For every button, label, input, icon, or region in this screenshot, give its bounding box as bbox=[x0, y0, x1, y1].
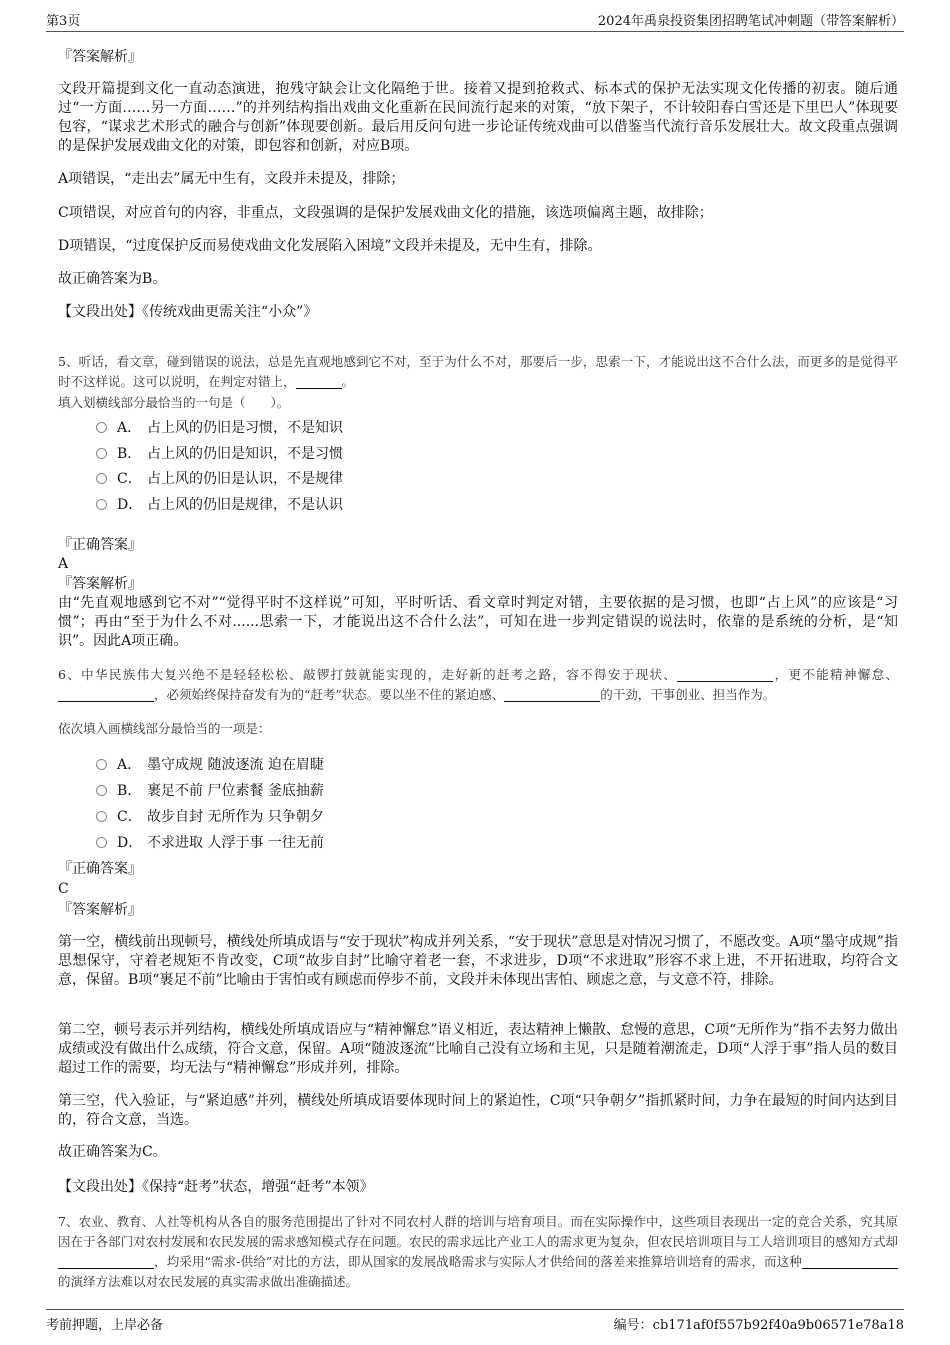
radio-icon[interactable] bbox=[96, 448, 107, 459]
option-letter: A． bbox=[117, 757, 142, 773]
option-text: 占上风的仍旧是认识，不是规律 bbox=[147, 471, 343, 487]
option-letter: C． bbox=[117, 809, 142, 825]
footer-divider bbox=[46, 1309, 904, 1310]
q6-option-c[interactable] bbox=[96, 806, 324, 826]
q6-option-d[interactable] bbox=[96, 832, 324, 852]
radio-icon[interactable] bbox=[96, 811, 107, 822]
radio-icon[interactable] bbox=[96, 759, 107, 770]
question-6-text: 6、中华民族伟大复兴绝不是轻轻松松、敲锣打鼓就能实现的，走好新的赶考之路，容不得安于现状、 bbox=[58, 667, 678, 682]
radio-icon[interactable] bbox=[96, 473, 107, 484]
question-7-text-3: 的演绎方法难以对农民发展的真实需求做出准确描述。 bbox=[58, 1274, 359, 1289]
question-6-text-3: ，必须始终保持奋发有为的“赶考”状态。要以坐不住的紧迫感、 bbox=[154, 687, 505, 702]
analysis-paragraph: 由“先直观地感到它不对”“觉得平时不这样说”可知，平时听话、看文章时判定对错，主要依据的是习惯，也即“占上风”的应该是“习惯”；再由“至于为什么不对......思索一下，才能说出这不合什么法”，可知在进一步判定错误的说法时，依靠的是系统的分析，是“知识”。因此A项正确。 bbox=[58, 595, 898, 649]
option-text: 墨守成规 随波逐流 迫在眉睫 bbox=[147, 757, 324, 773]
fill-blank bbox=[296, 374, 342, 389]
analysis-option-a: A项错误，“走出去”属无中生有，文段并未提及，排除； bbox=[58, 171, 405, 187]
radio-icon[interactable] bbox=[96, 785, 107, 796]
analysis-option-c: C项错误，对应首句的内容，非重点，文段强调的是保护发展戏曲文化的措施，该选项偏离主题，故排除； bbox=[58, 205, 713, 221]
page-number: 第3页 bbox=[46, 14, 81, 29]
analysis-option-d: D项错误，“过度保护反而易使戏曲文化发展陷入困境”文段并未提及，无中生有，排除。 bbox=[58, 238, 602, 254]
correct-answer-statement: 故正确答案为B。 bbox=[58, 271, 167, 287]
correct-answer-value: A bbox=[58, 556, 69, 572]
question-6-stem bbox=[58, 665, 898, 705]
q5-option-d[interactable] bbox=[96, 494, 343, 514]
fill-blank bbox=[58, 687, 154, 702]
answer-analysis-heading: 『答案解析』 bbox=[58, 49, 142, 65]
fill-blank bbox=[677, 667, 773, 682]
question-6-text-2: ，更不能精神懈怠、 bbox=[773, 667, 898, 682]
question-5-stem bbox=[58, 352, 898, 392]
option-letter: D． bbox=[117, 835, 143, 851]
option-letter: B． bbox=[117, 783, 142, 799]
fill-blank bbox=[802, 1254, 898, 1269]
option-letter: A． bbox=[117, 420, 142, 436]
option-text: 占上风的仍旧是规律，不是认识 bbox=[147, 497, 343, 513]
passage-source: 【文段出处】《保持“赶考”状态，增强“赶考”本领》 bbox=[58, 1179, 374, 1195]
option-letter: C． bbox=[117, 471, 142, 487]
document-id: 编号：cb171af0f557b92f40a9b06571e78a18 bbox=[613, 1318, 904, 1333]
q6-option-b[interactable] bbox=[96, 780, 324, 800]
fill-blank bbox=[504, 687, 600, 702]
q5-option-a[interactable] bbox=[96, 417, 343, 437]
correct-answer-statement: 故正确答案为C。 bbox=[58, 1144, 167, 1160]
question-5-text: 5、听话，看文章，碰到错误的说法，总是先直观地感到它不对，至于为什么不对，那要后一步，思索一下，才能说出这不合什么法，而更多的是觉得平时不这样说。这可以说明，在判定对错上， bbox=[58, 354, 898, 389]
q6-option-a[interactable] bbox=[96, 754, 324, 774]
question-7-stem bbox=[58, 1212, 898, 1292]
option-text: 占上风的仍旧是习惯，不是知识 bbox=[147, 420, 343, 436]
question-6-instruction: 依次填入画横线部分最恰当的一项是： bbox=[58, 721, 271, 736]
footer-slogan: 考前押题，上岸必备 bbox=[46, 1318, 164, 1333]
analysis-paragraph-2: 第二空，顿号表示并列结构，横线处所填成语应与“精神懈怠”语义相近，表达精神上懒散、怠慢的意思，C项“无所作为”指不去努力做出成绩或没有做出什么成绩，符合文意，保留。A项“随波逐流”比喻自己没有立场和主见，只是随着潮流走，D项“人浮于事”指人员的数目超过工作的需要，均无法与“精神懈怠”形成并列，排除。 bbox=[58, 1022, 898, 1076]
radio-icon[interactable] bbox=[96, 837, 107, 848]
analysis-paragraph-1: 第一空，横线前出现顿号，横线处所填成语与“安于现状”构成并列关系，“安于现状”意思是对情况习惯了，不愿改变。A项“墨守成规”指思想保守，守着老规矩不肯改变，C项“故步自封”比喻守着老一套，不求进步，D项“不求进取”形容不求上进，不开拓进取，均符合文意，保留。B项“裹足不前”比喻由于害怕或有顾虑而停步不前，文段并未体现出害怕、顾虑之意，与文意不符，排除。 bbox=[58, 934, 898, 988]
radio-icon[interactable] bbox=[96, 422, 107, 433]
correct-answer-value: C bbox=[58, 881, 69, 897]
radio-icon[interactable] bbox=[96, 499, 107, 510]
answer-analysis-heading: 『答案解析』 bbox=[58, 902, 142, 918]
question-7-text: 7、农业、教育、人社等机构从各自的服务范围提出了针对不同农村人群的培训与培育项目。而在实际操作中，这些项目表现出一定的竞合关系，究其原因在于各部门对农村发展和农民发展的需求感知模式存在问题。农民的需求远比产业工人的需求更为复杂，但农民培训项目与工人培训项目的感知方式却 bbox=[58, 1214, 898, 1249]
correct-answer-heading: 『正确答案』 bbox=[58, 537, 142, 553]
question-5-end: 。 bbox=[341, 374, 355, 389]
option-text: 不求进取 人浮于事 一往无前 bbox=[147, 835, 324, 851]
option-text: 故步自封 无所作为 只争朝夕 bbox=[147, 809, 324, 825]
analysis-paragraph-3: 第三空，代入验证，与“紧迫感”并列，横线处所填成语要体现时间上的紧迫性，C项“只争朝夕”指抓紧时间，力争在最短的时间内达到目的，符合文意，当选。 bbox=[58, 1093, 898, 1128]
answer-analysis-heading: 『答案解析』 bbox=[58, 576, 142, 592]
question-6-text-4: 的干劲，干事创业、担当作为。 bbox=[600, 687, 776, 702]
question-5-instruction: 填入划横线部分最恰当的一句是（ ）。 bbox=[58, 395, 290, 410]
document-title: 2024年禹泉投资集团招聘笔试冲刺题（带答案解析） bbox=[597, 14, 904, 29]
option-letter: D． bbox=[117, 497, 143, 513]
correct-answer-heading: 『正确答案』 bbox=[58, 861, 142, 877]
option-letter: B． bbox=[117, 446, 142, 462]
option-text: 占上风的仍旧是知识，不是习惯 bbox=[147, 446, 343, 462]
q5-option-c[interactable] bbox=[96, 468, 343, 488]
header-divider bbox=[46, 31, 904, 32]
passage-source: 【文段出处】《传统戏曲更需关注“小众”》 bbox=[58, 304, 318, 320]
question-7-text-2: ，均采用“需求-供给”对比的方法，即从国家的发展战略需求与实际人才供给间的落差来推算培训培育的需求，而这种 bbox=[154, 1254, 802, 1269]
analysis-paragraph: 文段开篇提到文化一直动态演进，抱残守缺会让文化隔绝于世。接着又提到抢救式、标本式的保护无法实现文化传播的初衷。随后通过“一方面……另一方面……”的并列结构指出戏曲文化重新在民间流行起来的对策，“放下架子，不计较阳春白雪还是下里巴人”体现要包容，“谋求艺术形式的融合与创新”体现要创新。最后用反问句进一步论证传统戏曲可以借鉴当代流行音乐发展壮大。故文段重点强调的是保护发展戏曲文化的对策，即包容和创新，对应B项。 bbox=[58, 81, 898, 154]
fill-blank bbox=[58, 1254, 154, 1269]
option-text: 裹足不前 尸位素餐 釜底抽薪 bbox=[147, 783, 324, 799]
q5-option-b[interactable] bbox=[96, 443, 343, 463]
